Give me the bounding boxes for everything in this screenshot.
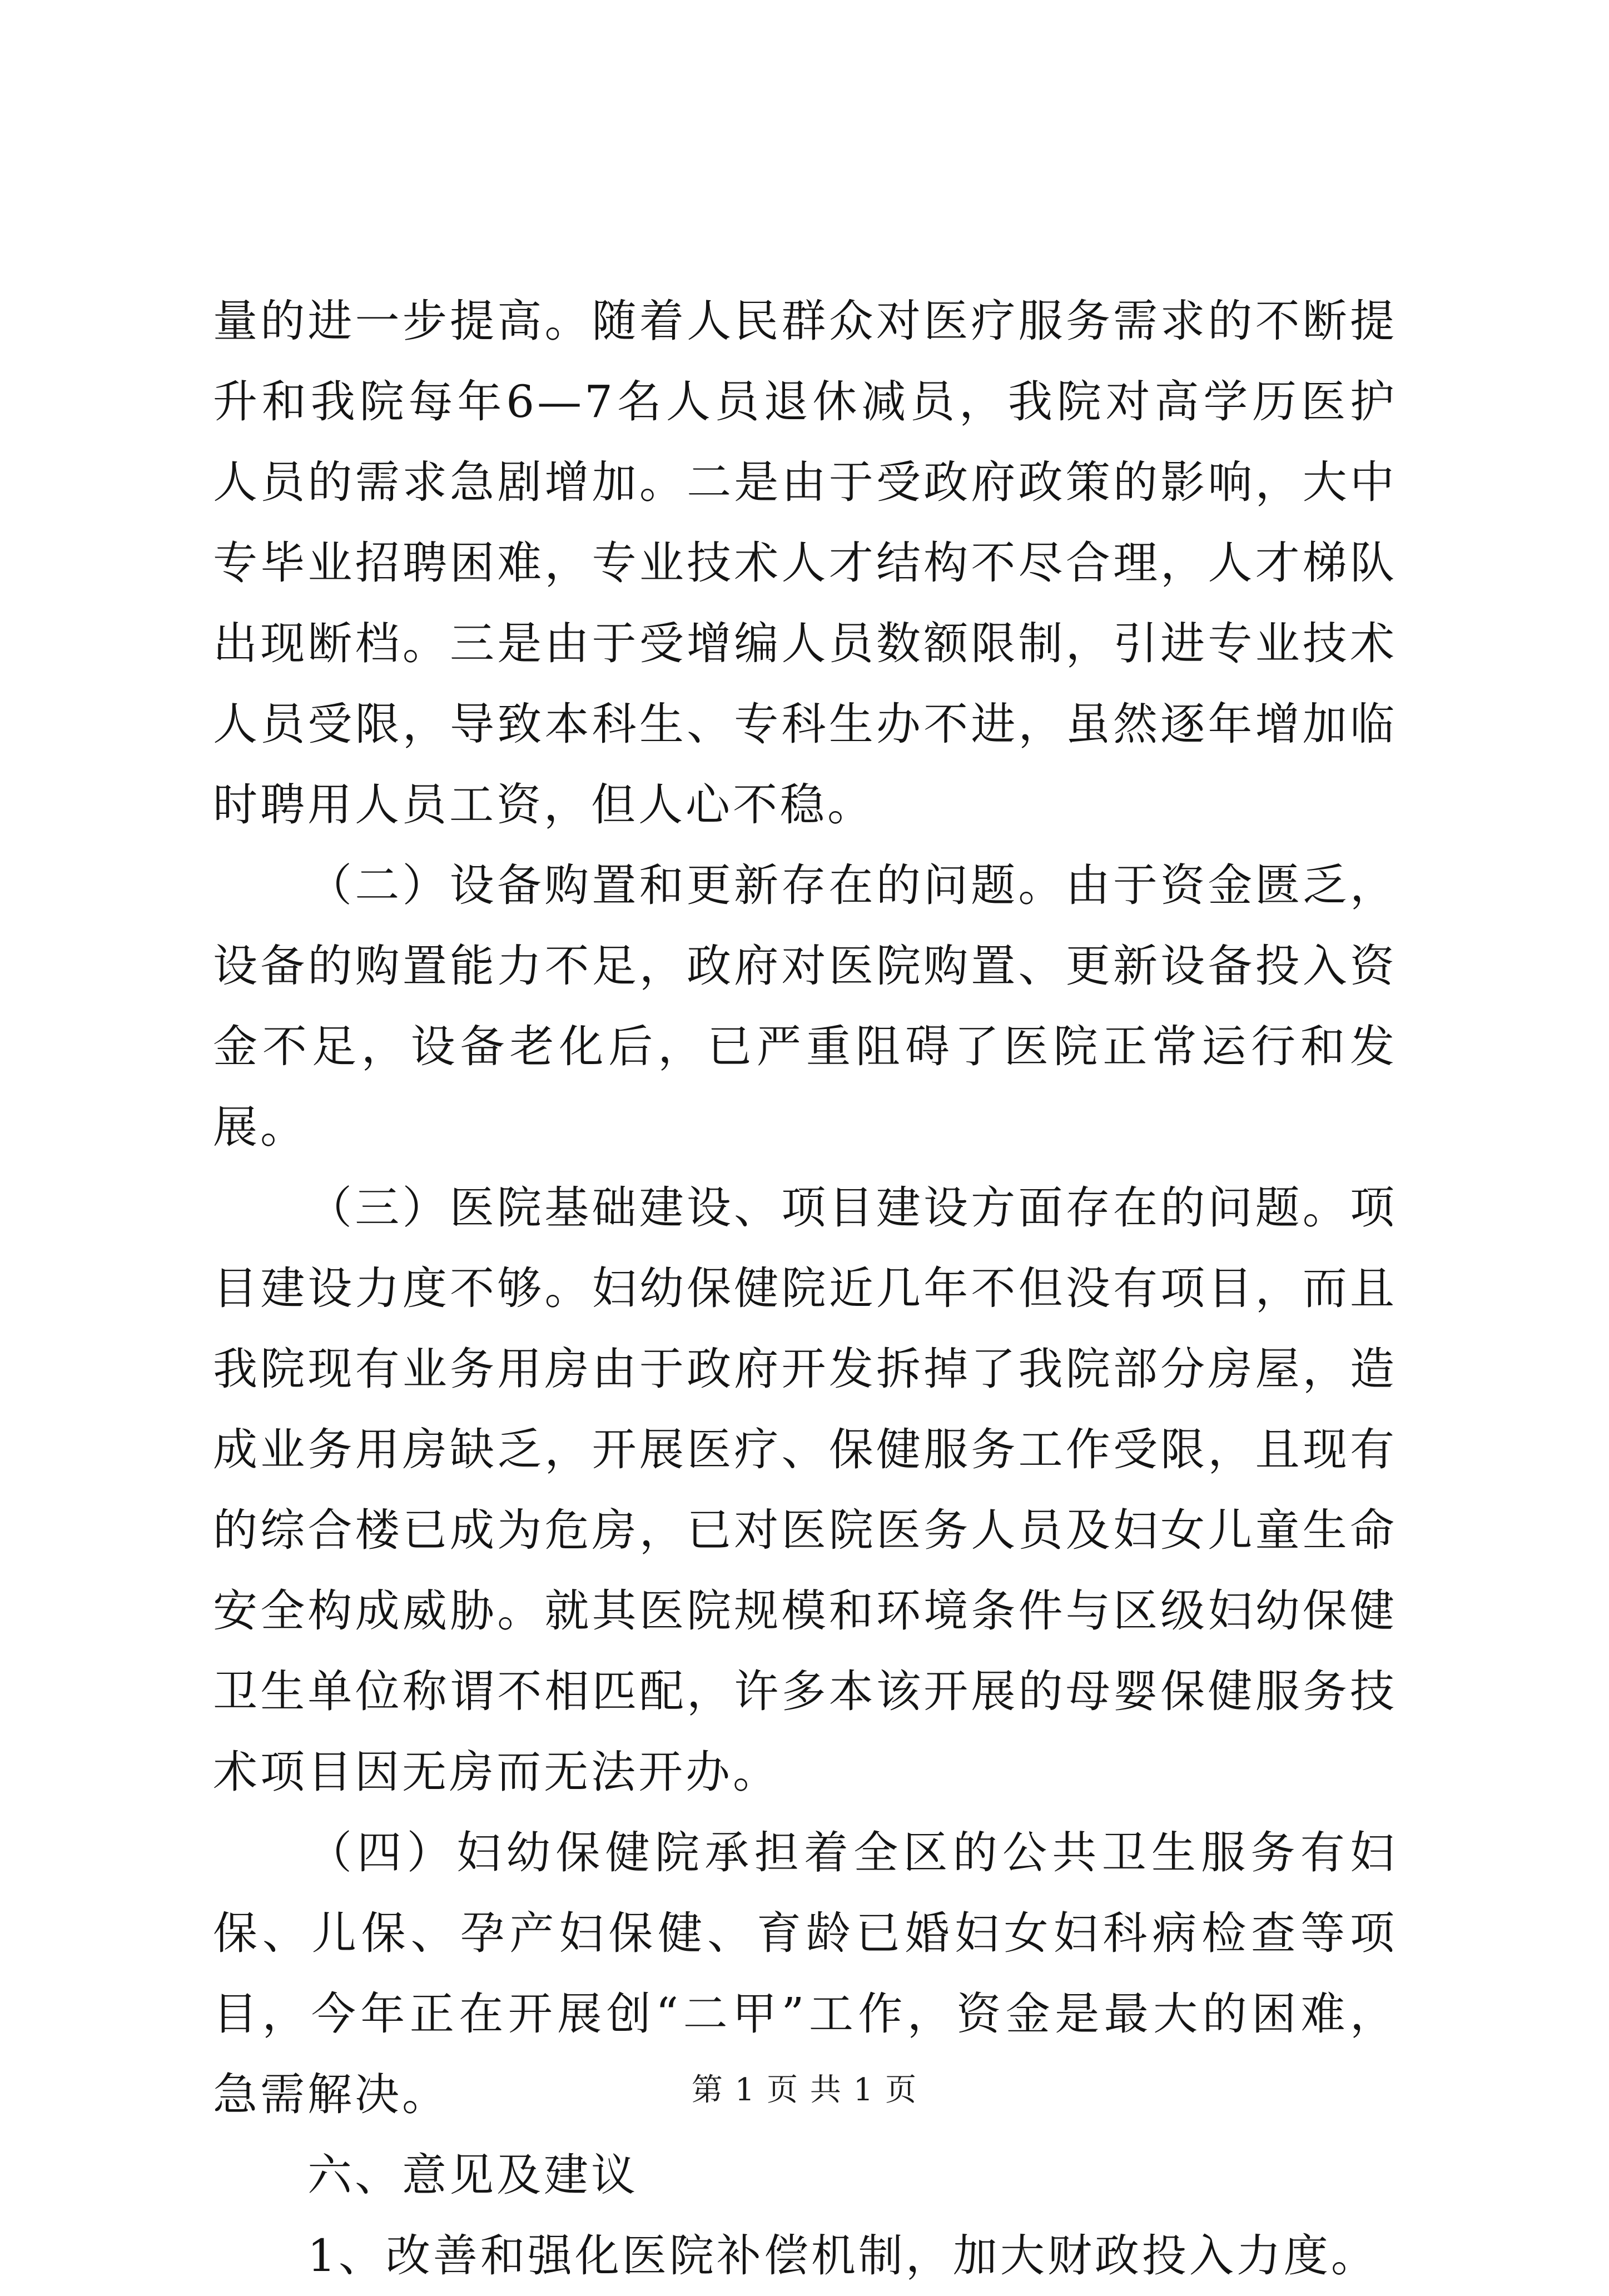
document-body bbox=[213, 281, 1397, 2296]
paragraph-equipment-issues: （二）设备购置和更新存在的问题。由于资金匮乏，设备的购置能力不足，政府对医院购置、更新设备投入资金不足，设备老化后，已严重阻碍了医院正常运行和发展。 bbox=[213, 859, 1397, 1153]
paragraph-continuation: 量的进一步提高。随着人民群众对医疗服务需求的不断提升和我院每年6—7名人员退休减员，我院对高学历医护人员的需求急剧增加。二是由于受政府政策的影响，大中专毕业招聘困难，专业技术人才结构不尽合理，人才梯队出现断档。三是由于受增编人员数额限制，引进专业技术人员受限，导致本科生、专科生办不进，虽然逐年增加临时聘用人员工资，但人心不稳。 bbox=[213, 295, 1397, 831]
paragraph-infrastructure-issues: （三）医院基础建设、项目建设方面存在的问题。项目建设力度不够。妇幼保健院近几年不但没有项目，而且我院现有业务用房由于政府开发拆掉了我院部分房屋，造成业务用房缺乏，开展医疗、保健服务工作受限，且现有的综合楼已成为危房，已对医院医务人员及妇女儿童生命安全构成威胁。就其医院规模和环境条件与区级妇幼保健卫生单位称谓不相匹配，许多本该开展的母婴保健服务技术项目因无房而无法开办。 bbox=[213, 1182, 1397, 1798]
section-heading-suggestions: 六、意见及建议 bbox=[307, 2149, 638, 2201]
suggestion-item-1: 1、改善和强化医院补偿机制，加大财政投入力度。 bbox=[307, 2230, 1378, 2282]
paragraph-public-health-services: （四）妇幼保健院承担着全区的公共卫生服务有妇保、儿保、孕产妇保健、育龄已婚妇女妇科病检查等项目，今年正在开展创“二甲”工作，资金是最大的困难，急需解决。 bbox=[213, 1827, 1397, 2120]
page-number-footer: 第 1 页 共 1 页 bbox=[691, 2072, 918, 2108]
